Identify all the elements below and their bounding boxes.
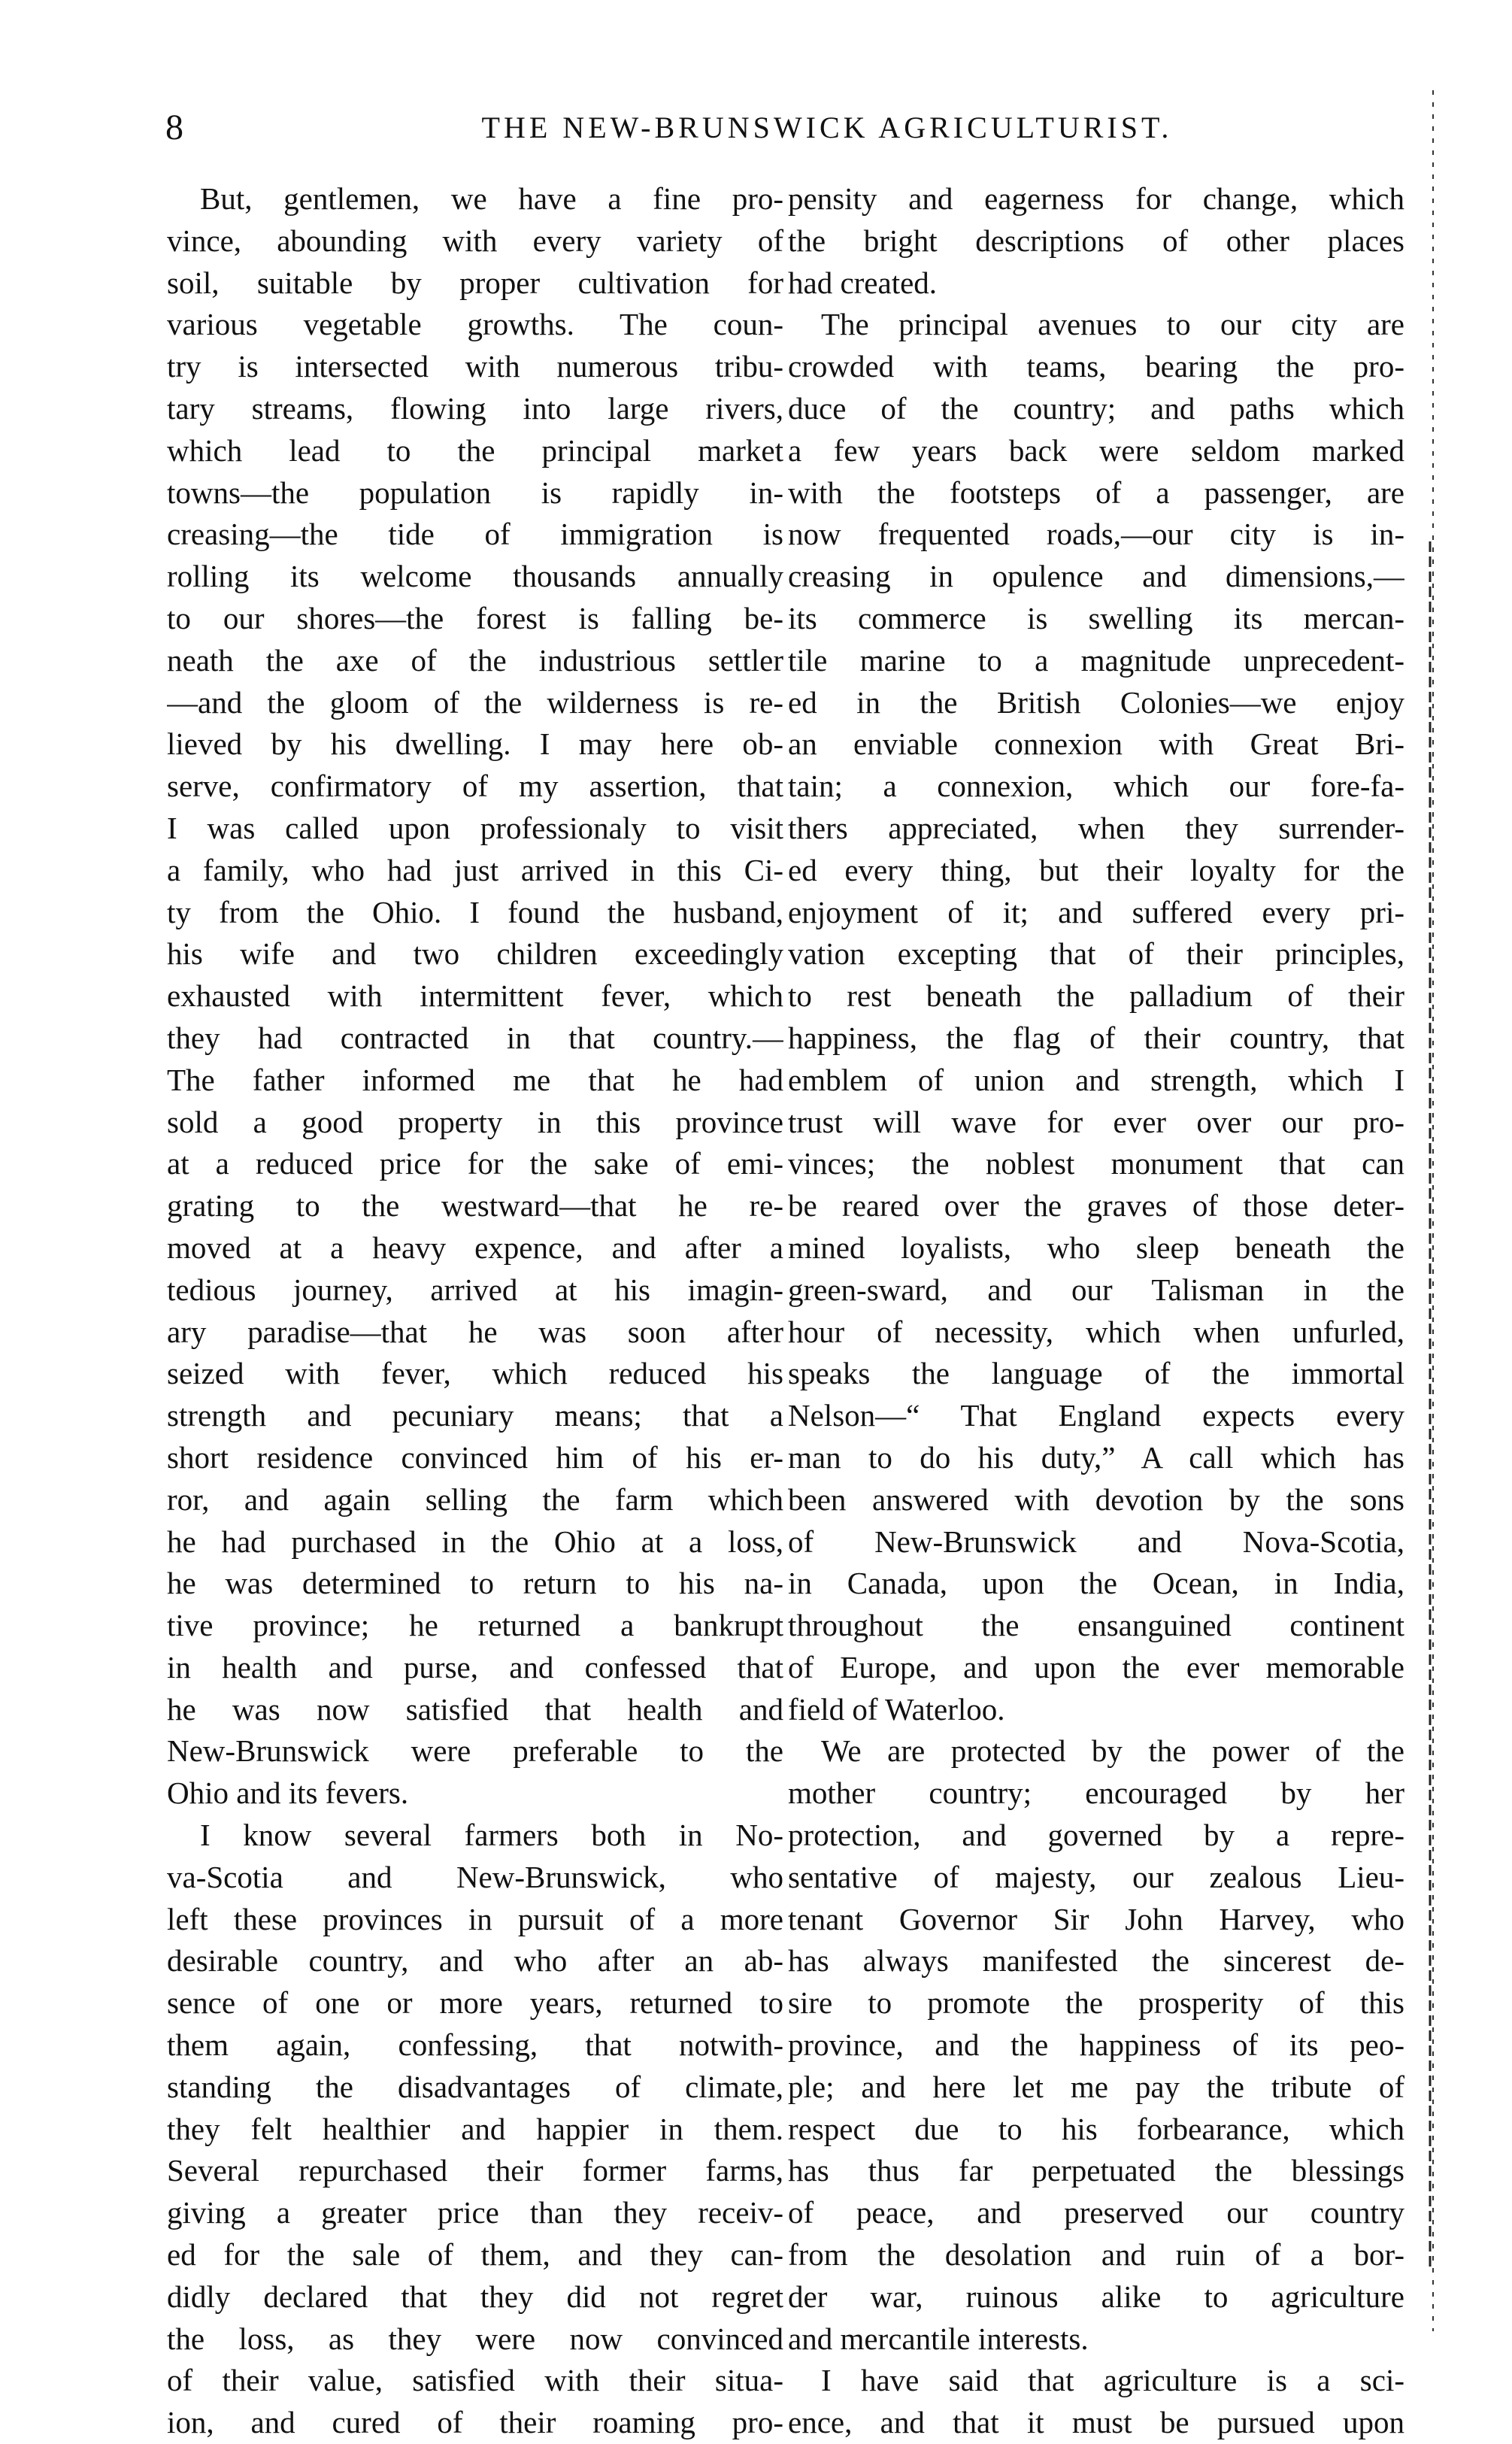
text-line: he was now satisfied that health and	[167, 1691, 783, 1727]
text-line: to our shores—the forest is falling be-	[167, 600, 783, 635]
text-line: Several repurchased their former farms,	[167, 2153, 783, 2188]
text-line: didly declared that they did not regret	[167, 2279, 783, 2314]
text-line: —and the gloom of the wilderness is re-	[167, 684, 783, 720]
text-line: which lead to the principal market	[167, 432, 783, 468]
text-line: I was called upon professionaly to visit	[167, 810, 783, 845]
text-line: protection, and governed by a repre-	[788, 1818, 1404, 1853]
text-line: tile marine to a magnitude unprecedent-	[788, 642, 1404, 678]
text-line: ed in the British Colonies—we enjoy	[788, 684, 1404, 720]
text-line: creasing—the tide of immigration is	[167, 517, 783, 552]
text-line: But, gentlemen, we have a fine pro-	[200, 181, 783, 216]
text-line: creasing in opulence and dimensions,—	[788, 559, 1404, 594]
text-line: ion, and cured of their roaming pro-	[167, 2405, 783, 2440]
text-line: been answered with devotion by the sons	[788, 1481, 1404, 1517]
text-line: ty from the Ohio. I found the husband,	[167, 894, 783, 929]
text-line: tary streams, flowing into large rivers,	[167, 390, 783, 426]
page-number: 8	[165, 108, 183, 147]
text-line: duce of the country; and paths which	[788, 390, 1404, 426]
text-line: his wife and two children exceedingly	[167, 936, 783, 972]
text-line: respect due to his forbearance, which	[788, 2111, 1404, 2146]
text-line: exhausted with intermittent fever, which	[167, 978, 783, 1014]
text-line: speaks the language of the immortal	[788, 1356, 1404, 1391]
text-line: he was determined to return to his na-	[167, 1566, 783, 1601]
text-line: to rest beneath the palladium of their	[788, 978, 1404, 1014]
text-line: emblem of union and strength, which I	[788, 1062, 1404, 1097]
text-line: vation excepting that of their principles,	[788, 936, 1404, 972]
text-line: green-sward, and our Talisman in the	[788, 1272, 1404, 1307]
text-line: neath the axe of the industrious settler	[167, 642, 783, 678]
text-line: try is intersected with numerous tribu-	[167, 349, 783, 384]
text-line: ary paradise—that he was soon after	[167, 1314, 783, 1349]
text-line: tedious journey, arrived at his imagin-	[167, 1272, 783, 1307]
text-line: I know several farmers both in No-	[200, 1818, 783, 1853]
text-line: province, and the happiness of its peo-	[788, 2027, 1404, 2063]
text-line: trust will wave for ever over our pro-	[788, 1104, 1404, 1139]
text-line: tive province; he returned a bankrupt	[167, 1608, 783, 1643]
text-line: serve, confirmatory of my assertion, that	[167, 769, 783, 804]
text-line: mother country; encouraged by her	[788, 1775, 1404, 1811]
text-line: of peace, and preserved our country	[788, 2195, 1404, 2230]
text-line: standing the disadvantages of climate,	[167, 2069, 783, 2104]
text-line: der war, ruinous alike to agriculture	[788, 2279, 1404, 2314]
text-line: desirable country, and who after an ab-	[167, 1943, 783, 1979]
text-line: rolling its welcome thousands annually	[167, 559, 783, 594]
text-line: short residence convinced him of his er-	[167, 1439, 783, 1475]
text-line: they felt healthier and happier in them.	[167, 2111, 783, 2146]
text-line: vinces; the noblest monument that can	[788, 1146, 1404, 1181]
text-line: in Canada, upon the Ocean, in India,	[788, 1566, 1404, 1601]
text-line: the bright descriptions of other places	[788, 223, 1404, 258]
text-line: with the footsteps of a passenger, are	[788, 475, 1404, 510]
text-line: pensity and eagerness for change, which	[788, 181, 1404, 216]
text-line: thers appreciated, when they surrender-	[788, 810, 1404, 845]
text-line: sold a good property in this province	[167, 1104, 783, 1139]
text-line: moved at a heavy expence, and after a	[167, 1230, 783, 1265]
text-line: sire to promote the prosperity of this	[788, 1985, 1404, 2021]
text-line: mined loyalists, who sleep beneath the	[788, 1230, 1404, 1265]
text-line: grating to the westward—that he re-	[167, 1188, 783, 1224]
text-line: now frequented roads,—our city is in-	[788, 517, 1404, 552]
text-line: enjoyment of it; and suffered every pri-	[788, 894, 1404, 929]
text-line: ed for the sale of them, and they can-	[167, 2237, 783, 2273]
text-line: The principal avenues to our city are	[821, 307, 1404, 342]
text-line: and mercantile interests.	[788, 2321, 1089, 2356]
text-line: them again, confessing, that notwith-	[167, 2027, 783, 2063]
text-line: the loss, as they were now convinced	[167, 2321, 783, 2356]
text-line: a few years back were seldom marked	[788, 432, 1404, 468]
text-line: strength and pecuniary means; that a	[167, 1398, 783, 1433]
text-line: field of Waterloo.	[788, 1691, 1005, 1727]
text-line: ple; and here let me pay the tribute of	[788, 2069, 1404, 2104]
text-line: left these provinces in pursuit of a more	[167, 1901, 783, 1936]
text-line: has always manifested the sincerest de-	[788, 1943, 1404, 1979]
page-edge-decoration	[1427, 90, 1439, 2331]
text-line: soil, suitable by proper cultivation for	[167, 265, 783, 300]
text-line: New-Brunswick were preferable to the	[167, 1733, 783, 1769]
text-line: sence of one or more years, returned to	[167, 1985, 783, 2021]
text-line: tenant Governor Sir John Harvey, who	[788, 1901, 1404, 1936]
text-line: various vegetable growths. The coun-	[167, 307, 783, 342]
text-line: The father informed me that he had	[167, 1062, 783, 1097]
text-line: he had purchased in the Ohio at a loss,	[167, 1524, 783, 1559]
text-line: of New-Brunswick and Nova-Scotia,	[788, 1524, 1404, 1559]
text-line: Ohio and its fevers.	[167, 1775, 409, 1811]
text-line: an enviable connexion with Great Bri-	[788, 726, 1404, 762]
text-line: vince, abounding with every variety of	[167, 223, 783, 258]
running-title: THE NEW-BRUNSWICK AGRICULTURIST.	[481, 111, 1173, 144]
text-line: in health and purse, and confessed that	[167, 1649, 783, 1684]
text-line: throughout the ensanguined continent	[788, 1608, 1404, 1643]
text-line: seized with fever, which reduced his	[167, 1356, 783, 1391]
text-line: ror, and again selling the farm which	[167, 1481, 783, 1517]
text-line: ence, and that it must be pursued upon	[788, 2405, 1404, 2440]
text-line: be reared over the graves of those deter-	[788, 1188, 1404, 1224]
text-line: from the desolation and ruin of a bor-	[788, 2237, 1404, 2273]
text-line: they had contracted in that country.—	[167, 1020, 783, 1055]
text-line: ed every thing, but their loyalty for the	[788, 852, 1404, 887]
text-line: its commerce is swelling its mercan-	[788, 600, 1404, 635]
text-line: has thus far perpetuated the blessings	[788, 2153, 1404, 2188]
text-line: giving a greater price than they receiv-	[167, 2195, 783, 2230]
text-line: tain; a connexion, which our fore-fa-	[788, 769, 1404, 804]
text-line: va-Scotia and New-Brunswick, who	[167, 1859, 783, 1894]
text-line: of Europe, and upon the ever memorable	[788, 1649, 1404, 1684]
text-line: lieved by his dwelling. I may here ob-	[167, 726, 783, 762]
text-line: crowded with teams, bearing the pro-	[788, 349, 1404, 384]
text-line: of their value, satisfied with their situa-	[167, 2363, 783, 2398]
left-column	[167, 178, 783, 2444]
text-line: at a reduced price for the sake of emi-	[167, 1146, 783, 1181]
text-line: We are protected by the power of the	[821, 1733, 1404, 1769]
text-line: towns—the population is rapidly in-	[167, 475, 783, 510]
text-line: happiness, the flag of their country, that	[788, 1020, 1404, 1055]
text-line: hour of necessity, which when unfurled,	[788, 1314, 1404, 1349]
text-line: Nelson—“ That England expects every	[788, 1398, 1404, 1433]
text-line: a family, who had just arrived in this Ci-	[167, 852, 783, 887]
right-column	[788, 178, 1404, 2444]
text-line: man to do his duty,” A call which has	[788, 1439, 1404, 1475]
text-line: sentative of majesty, our zealous Lieu-	[788, 1859, 1404, 1894]
text-line: had created.	[788, 265, 938, 300]
text-line: I have said that agriculture is a sci-	[821, 2363, 1404, 2398]
